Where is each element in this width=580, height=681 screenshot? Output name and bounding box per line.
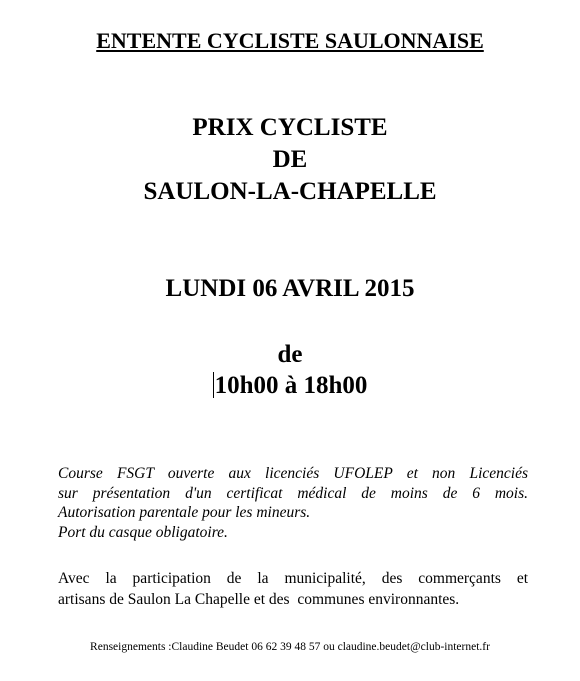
participation-line-1: Avec la participation de la municipalité, des commerçants et [58,570,528,587]
race-conditions [58,464,528,542]
conditions-line-3: Autorisation parentale pour les mineurs. [58,504,311,521]
organization-title: ENTENTE CYCLISTE SAULONNAISE [96,28,484,53]
event-title-line-1: PRIX CYCLISTE [192,114,388,141]
event-date: LUNDI 06 AVRIL 2015 [165,275,415,302]
text-cursor [213,372,214,398]
event-title-line-2: DE [272,146,308,173]
event-from-label: de [277,341,303,368]
event-title-line-3: SAULON-LA-CHAPELLE [143,178,437,205]
event-hours-line [0,371,580,400]
conditions-line-4: Port du casque obligatoire. [58,523,228,541]
event-hours: 10h00 à 18h00 [214,372,368,399]
contact-information: Renseignements :Claudine Beudet 06 62 39 48 57 ou claudine.beudet@club-internet.fr [90,641,490,653]
conditions-line-1: Course FSGT ouverte aux licenciés UFOLEP et non Licenciés [58,465,528,482]
participation-paragraph [58,568,528,610]
participation-line-2: artisans de Saulon La Chapelle et des communes environnantes. [58,591,460,608]
conditions-line-2: sur présentation d'un certificat médical de moins de 6 mois. [58,484,528,502]
